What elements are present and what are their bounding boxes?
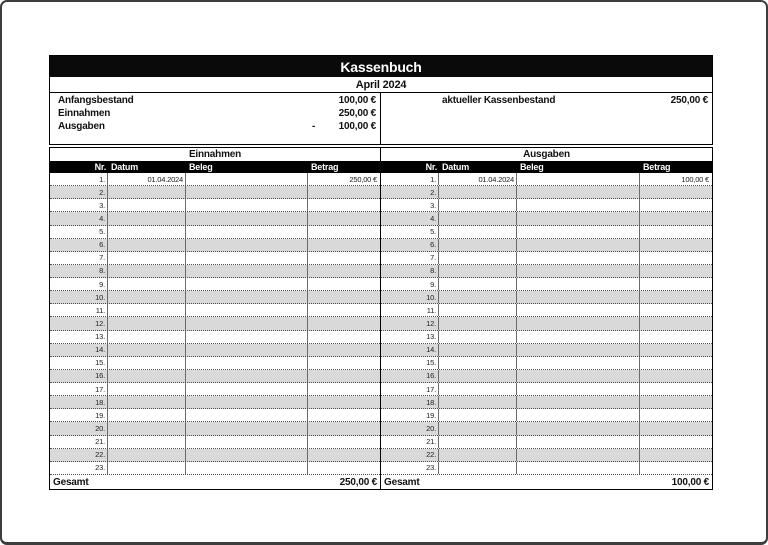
column-header-datum: Datum [111, 162, 139, 172]
cell-datum[interactable] [439, 370, 517, 382]
cell-datum[interactable] [439, 239, 517, 251]
cell-nr[interactable]: 5. [381, 226, 439, 238]
section-header-einnahmen: Einnahmen [188, 149, 242, 160]
cell-nr[interactable]: 10. [381, 291, 439, 303]
cell-beleg[interactable] [186, 278, 308, 290]
cell-betrag[interactable] [308, 212, 380, 224]
table-row[interactable] [50, 226, 380, 239]
summary-row-einnahmen [50, 107, 380, 120]
cell-datum[interactable] [439, 396, 517, 408]
cell-beleg[interactable] [517, 357, 640, 369]
cell-betrag[interactable]: 100,00 € [681, 174, 709, 184]
cell-betrag[interactable] [640, 396, 712, 408]
cell-datum[interactable] [439, 344, 517, 356]
cell-betrag[interactable] [640, 265, 712, 277]
column-header-betrag: Betrag [643, 162, 671, 172]
table-row[interactable] [50, 186, 380, 199]
cell-nr[interactable]: 19. [50, 409, 108, 421]
cell-beleg[interactable] [186, 344, 308, 356]
cell-datum[interactable] [108, 436, 186, 448]
cell-nr[interactable]: 18. [381, 396, 439, 408]
cell-datum[interactable] [439, 409, 517, 421]
table-row[interactable] [381, 291, 712, 304]
cell-betrag[interactable] [308, 449, 380, 461]
cell-nr[interactable]: 22. [381, 449, 439, 461]
cell-nr[interactable]: 3. [50, 199, 108, 211]
table-row[interactable] [381, 239, 712, 252]
cell-datum[interactable]: 01.04.2024 [108, 173, 186, 185]
cell-beleg[interactable] [517, 317, 640, 329]
cell-beleg[interactable] [186, 304, 308, 316]
cell-datum[interactable] [439, 357, 517, 369]
cell-betrag[interactable] [640, 278, 712, 290]
summary-value: 100,00 € [338, 95, 376, 106]
cell-betrag[interactable] [640, 252, 712, 264]
table-row[interactable] [50, 239, 380, 252]
summary-row-anfangsbestand [50, 94, 380, 107]
cell-datum[interactable] [439, 291, 517, 303]
column-header-beleg: Beleg [520, 162, 544, 172]
cell-datum[interactable] [439, 331, 517, 343]
cell-datum[interactable] [108, 317, 186, 329]
cell-beleg[interactable] [186, 291, 308, 303]
cell-betrag[interactable] [308, 383, 380, 395]
cell-nr[interactable]: 7. [381, 252, 439, 264]
cell-nr[interactable]: 10. [50, 291, 108, 303]
cell-betrag[interactable] [308, 317, 380, 329]
cell-nr[interactable]: 9. [50, 278, 108, 290]
cell-betrag[interactable] [640, 212, 712, 224]
cell-beleg[interactable] [186, 331, 308, 343]
table-rows [50, 173, 380, 475]
cell-datum[interactable] [108, 199, 186, 211]
cell-datum[interactable] [439, 212, 517, 224]
cell-datum[interactable] [439, 265, 517, 277]
cell-betrag[interactable] [640, 436, 712, 448]
cell-nr[interactable]: 8. [381, 265, 439, 277]
cell-betrag[interactable] [640, 383, 712, 395]
cell-betrag[interactable] [640, 344, 712, 356]
cell-beleg[interactable] [517, 278, 640, 290]
cell-datum[interactable] [108, 357, 186, 369]
summary-label: Ausgaben [58, 121, 105, 132]
cell-nr[interactable]: 5. [50, 226, 108, 238]
cell-beleg[interactable] [186, 173, 308, 185]
cell-beleg[interactable] [186, 370, 308, 382]
column-header-row [381, 161, 712, 173]
cell-datum[interactable] [439, 383, 517, 395]
cell-nr[interactable]: 1. [50, 173, 108, 185]
cell-nr[interactable]: 17. [50, 383, 108, 395]
cell-betrag[interactable] [308, 331, 380, 343]
cell-nr[interactable]: 4. [381, 212, 439, 224]
summary-block [49, 55, 713, 145]
cell-beleg[interactable] [186, 383, 308, 395]
cell-beleg[interactable] [517, 449, 640, 461]
cell-beleg[interactable] [186, 186, 308, 198]
cell-datum[interactable] [108, 265, 186, 277]
cell-datum[interactable] [439, 462, 517, 474]
table-row[interactable] [381, 199, 712, 212]
cell-betrag[interactable] [640, 304, 712, 316]
table-row[interactable] [381, 304, 712, 317]
cell-nr[interactable]: 15. [381, 357, 439, 369]
table-row[interactable] [381, 462, 712, 475]
cell-beleg[interactable] [186, 212, 308, 224]
cell-beleg[interactable] [517, 344, 640, 356]
cell-datum[interactable] [439, 252, 517, 264]
table-row[interactable] [50, 317, 380, 330]
cell-nr[interactable]: 11. [381, 304, 439, 316]
cell-betrag[interactable] [308, 409, 380, 421]
table-row[interactable] [381, 317, 712, 330]
total-label: Gesamt [384, 476, 420, 488]
table-row[interactable] [50, 436, 380, 449]
cell-beleg[interactable] [186, 436, 308, 448]
cell-nr[interactable]: 1. [381, 173, 439, 185]
table-row[interactable] [50, 278, 380, 291]
cell-datum[interactable] [108, 383, 186, 395]
summary-value: 250,00 € [338, 108, 376, 119]
cell-datum[interactable] [108, 331, 186, 343]
table-row[interactable] [381, 383, 712, 396]
table-row[interactable] [50, 291, 380, 304]
cell-datum[interactable] [108, 226, 186, 238]
cell-beleg[interactable] [517, 173, 640, 185]
table-row[interactable] [50, 462, 380, 475]
cell-datum[interactable] [439, 278, 517, 290]
cell-betrag[interactable] [308, 396, 380, 408]
cell-beleg[interactable] [517, 304, 640, 316]
cell-beleg[interactable] [517, 265, 640, 277]
cell-betrag[interactable] [308, 199, 380, 211]
cell-beleg[interactable] [186, 462, 308, 474]
table-ausgaben [381, 148, 712, 489]
table-row[interactable] [381, 265, 712, 278]
table-row[interactable] [381, 357, 712, 370]
cell-betrag[interactable] [640, 449, 712, 461]
table-row[interactable] [381, 449, 712, 462]
cell-beleg[interactable] [186, 449, 308, 461]
cell-datum[interactable] [439, 436, 517, 448]
month-header: April 2024 [50, 77, 712, 93]
cell-nr[interactable]: 20. [381, 422, 439, 434]
table-row[interactable] [381, 409, 712, 422]
table-row[interactable] [50, 304, 380, 317]
cell-betrag[interactable] [640, 239, 712, 251]
table-row[interactable] [381, 186, 712, 199]
cell-datum[interactable] [108, 396, 186, 408]
cell-betrag[interactable] [308, 291, 380, 303]
cell-betrag[interactable]: 250,00 € [349, 174, 377, 184]
cell-beleg[interactable] [186, 226, 308, 238]
cell-nr[interactable]: 4. [50, 212, 108, 224]
cell-datum[interactable] [108, 278, 186, 290]
cell-betrag[interactable] [308, 422, 380, 434]
table-row[interactable] [381, 422, 712, 435]
current-balance-label: aktueller Kassenbestand [442, 95, 556, 106]
cell-datum[interactable] [108, 186, 186, 198]
summary-label: Einnahmen [58, 108, 111, 119]
cell-betrag[interactable] [308, 370, 380, 382]
cell-nr[interactable]: 14. [50, 344, 108, 356]
summary-minus-sign: - [312, 121, 316, 132]
cell-datum[interactable] [108, 422, 186, 434]
cell-betrag[interactable] [640, 291, 712, 303]
cell-nr[interactable]: 13. [381, 331, 439, 343]
cell-beleg[interactable] [517, 436, 640, 448]
cell-nr[interactable]: 14. [381, 344, 439, 356]
cell-nr[interactable]: 20. [50, 422, 108, 434]
column-header-betrag: Betrag [311, 162, 339, 172]
cell-beleg[interactable] [186, 357, 308, 369]
cell-nr[interactable]: 6. [50, 239, 108, 251]
cell-beleg[interactable] [186, 252, 308, 264]
cell-nr[interactable]: 19. [381, 409, 439, 421]
cell-nr[interactable]: 16. [50, 370, 108, 382]
cell-datum[interactable] [439, 422, 517, 434]
cell-beleg[interactable] [517, 331, 640, 343]
cell-nr[interactable]: 18. [50, 396, 108, 408]
table-row[interactable] [50, 449, 380, 462]
total-row-ausgaben [381, 475, 712, 489]
cell-betrag[interactable] [308, 252, 380, 264]
cell-betrag[interactable] [640, 186, 712, 198]
table-rows [381, 173, 712, 475]
cell-nr[interactable]: 17. [381, 383, 439, 395]
cell-datum[interactable] [108, 291, 186, 303]
cell-beleg[interactable] [186, 239, 308, 251]
summary-row-ausgaben [50, 120, 380, 133]
table-row[interactable] [381, 370, 712, 383]
table-row[interactable] [381, 331, 712, 344]
summary-row-kassenbestand [381, 94, 712, 107]
table-row[interactable] [50, 199, 380, 212]
cell-betrag[interactable] [640, 226, 712, 238]
cell-nr[interactable]: 2. [50, 186, 108, 198]
total-label: Gesamt [53, 476, 89, 488]
total-row-einnahmen [50, 475, 380, 489]
cell-nr[interactable]: 2. [381, 186, 439, 198]
cell-beleg[interactable] [186, 422, 308, 434]
tables-block [49, 147, 713, 490]
cell-nr[interactable]: 8. [50, 265, 108, 277]
cell-nr[interactable]: 9. [381, 278, 439, 290]
cell-beleg[interactable] [517, 226, 640, 238]
cell-beleg[interactable] [517, 239, 640, 251]
cell-betrag[interactable] [640, 199, 712, 211]
cell-datum[interactable] [108, 449, 186, 461]
cell-betrag[interactable] [308, 436, 380, 448]
cell-datum[interactable] [439, 449, 517, 461]
cell-datum[interactable]: 01.04.2024 [439, 173, 517, 185]
cell-betrag[interactable] [640, 370, 712, 382]
cell-betrag[interactable] [308, 226, 380, 238]
cell-beleg[interactable] [186, 265, 308, 277]
sheet [49, 55, 713, 490]
cell-beleg[interactable] [517, 370, 640, 382]
table-row[interactable] [50, 212, 380, 225]
cell-datum[interactable] [108, 462, 186, 474]
table-row[interactable] [381, 226, 712, 239]
summary-left [50, 93, 381, 144]
cell-beleg[interactable] [186, 409, 308, 421]
cell-betrag[interactable] [308, 186, 380, 198]
cell-betrag[interactable] [640, 409, 712, 421]
cell-beleg[interactable] [517, 462, 640, 474]
cell-nr[interactable]: 15. [50, 357, 108, 369]
summary-label: Anfangsbestand [58, 95, 134, 106]
table-row[interactable] [50, 173, 380, 186]
cell-datum[interactable] [439, 186, 517, 198]
table-row[interactable] [50, 331, 380, 344]
page-title: Kassenbuch [50, 56, 712, 77]
table-row[interactable] [50, 357, 380, 370]
cell-betrag[interactable] [308, 344, 380, 356]
total-value: 250,00 € [339, 476, 377, 488]
total-value: 100,00 € [671, 476, 709, 488]
cell-betrag[interactable] [640, 357, 712, 369]
cell-betrag[interactable] [308, 239, 380, 251]
section-header-ausgaben: Ausgaben [523, 149, 570, 160]
cell-datum[interactable] [108, 344, 186, 356]
cell-betrag[interactable] [640, 422, 712, 434]
cell-beleg[interactable] [517, 212, 640, 224]
cell-nr[interactable]: 3. [381, 199, 439, 211]
cell-nr[interactable]: 16. [381, 370, 439, 382]
table-row[interactable] [381, 344, 712, 357]
table-row[interactable] [50, 422, 380, 435]
cell-datum[interactable] [439, 199, 517, 211]
current-balance-value: 250,00 € [670, 95, 708, 106]
cell-beleg[interactable] [517, 409, 640, 421]
cell-beleg[interactable] [517, 199, 640, 211]
cell-betrag[interactable] [640, 462, 712, 474]
cell-betrag[interactable] [308, 462, 380, 474]
table-row[interactable] [50, 344, 380, 357]
cell-beleg[interactable] [186, 317, 308, 329]
table-row[interactable] [50, 409, 380, 422]
column-header-nr: Nr. [425, 162, 437, 172]
cell-datum[interactable] [108, 370, 186, 382]
cell-datum[interactable] [439, 226, 517, 238]
cell-nr[interactable]: 13. [50, 331, 108, 343]
cell-betrag[interactable] [640, 317, 712, 329]
cell-beleg[interactable] [517, 252, 640, 264]
column-header-row [50, 161, 380, 173]
cell-beleg[interactable] [186, 199, 308, 211]
cell-beleg[interactable] [517, 383, 640, 395]
table-row[interactable] [50, 265, 380, 278]
table-row[interactable] [381, 212, 712, 225]
column-header-nr: Nr. [94, 162, 106, 172]
cell-beleg[interactable] [517, 396, 640, 408]
cell-datum[interactable] [108, 252, 186, 264]
cell-betrag[interactable] [308, 265, 380, 277]
cell-datum[interactable] [439, 304, 517, 316]
table-row[interactable] [50, 370, 380, 383]
table-row[interactable] [50, 396, 380, 409]
cell-nr[interactable]: 6. [381, 239, 439, 251]
table-row[interactable] [381, 436, 712, 449]
cell-nr[interactable]: 22. [50, 449, 108, 461]
cell-datum[interactable] [108, 409, 186, 421]
table-row[interactable] [381, 173, 712, 186]
cell-nr[interactable]: 23. [50, 462, 108, 474]
cell-beleg[interactable] [517, 291, 640, 303]
cell-nr[interactable]: 23. [381, 462, 439, 474]
summary-value: 100,00 € [338, 121, 376, 132]
cell-datum[interactable] [439, 317, 517, 329]
cell-nr[interactable]: 12. [381, 317, 439, 329]
cell-beleg[interactable] [186, 396, 308, 408]
table-row[interactable] [381, 252, 712, 265]
cell-beleg[interactable] [517, 422, 640, 434]
cell-betrag[interactable] [640, 331, 712, 343]
cell-betrag[interactable] [308, 304, 380, 316]
cell-datum[interactable] [108, 212, 186, 224]
table-row[interactable] [381, 396, 712, 409]
cell-nr[interactable]: 11. [50, 304, 108, 316]
table-row[interactable] [381, 278, 712, 291]
cell-nr[interactable]: 21. [50, 436, 108, 448]
summary-right [381, 93, 712, 144]
table-row[interactable] [50, 252, 380, 265]
cell-datum[interactable] [108, 304, 186, 316]
table-row[interactable] [50, 383, 380, 396]
column-header-datum: Datum [442, 162, 470, 172]
cell-nr[interactable]: 12. [50, 317, 108, 329]
cell-datum[interactable] [108, 239, 186, 251]
cell-nr[interactable]: 21. [381, 436, 439, 448]
cell-betrag[interactable] [308, 357, 380, 369]
column-header-beleg: Beleg [189, 162, 213, 172]
cell-beleg[interactable] [517, 186, 640, 198]
cell-nr[interactable]: 7. [50, 252, 108, 264]
cell-betrag[interactable] [308, 278, 380, 290]
table-einnahmen [50, 148, 381, 489]
